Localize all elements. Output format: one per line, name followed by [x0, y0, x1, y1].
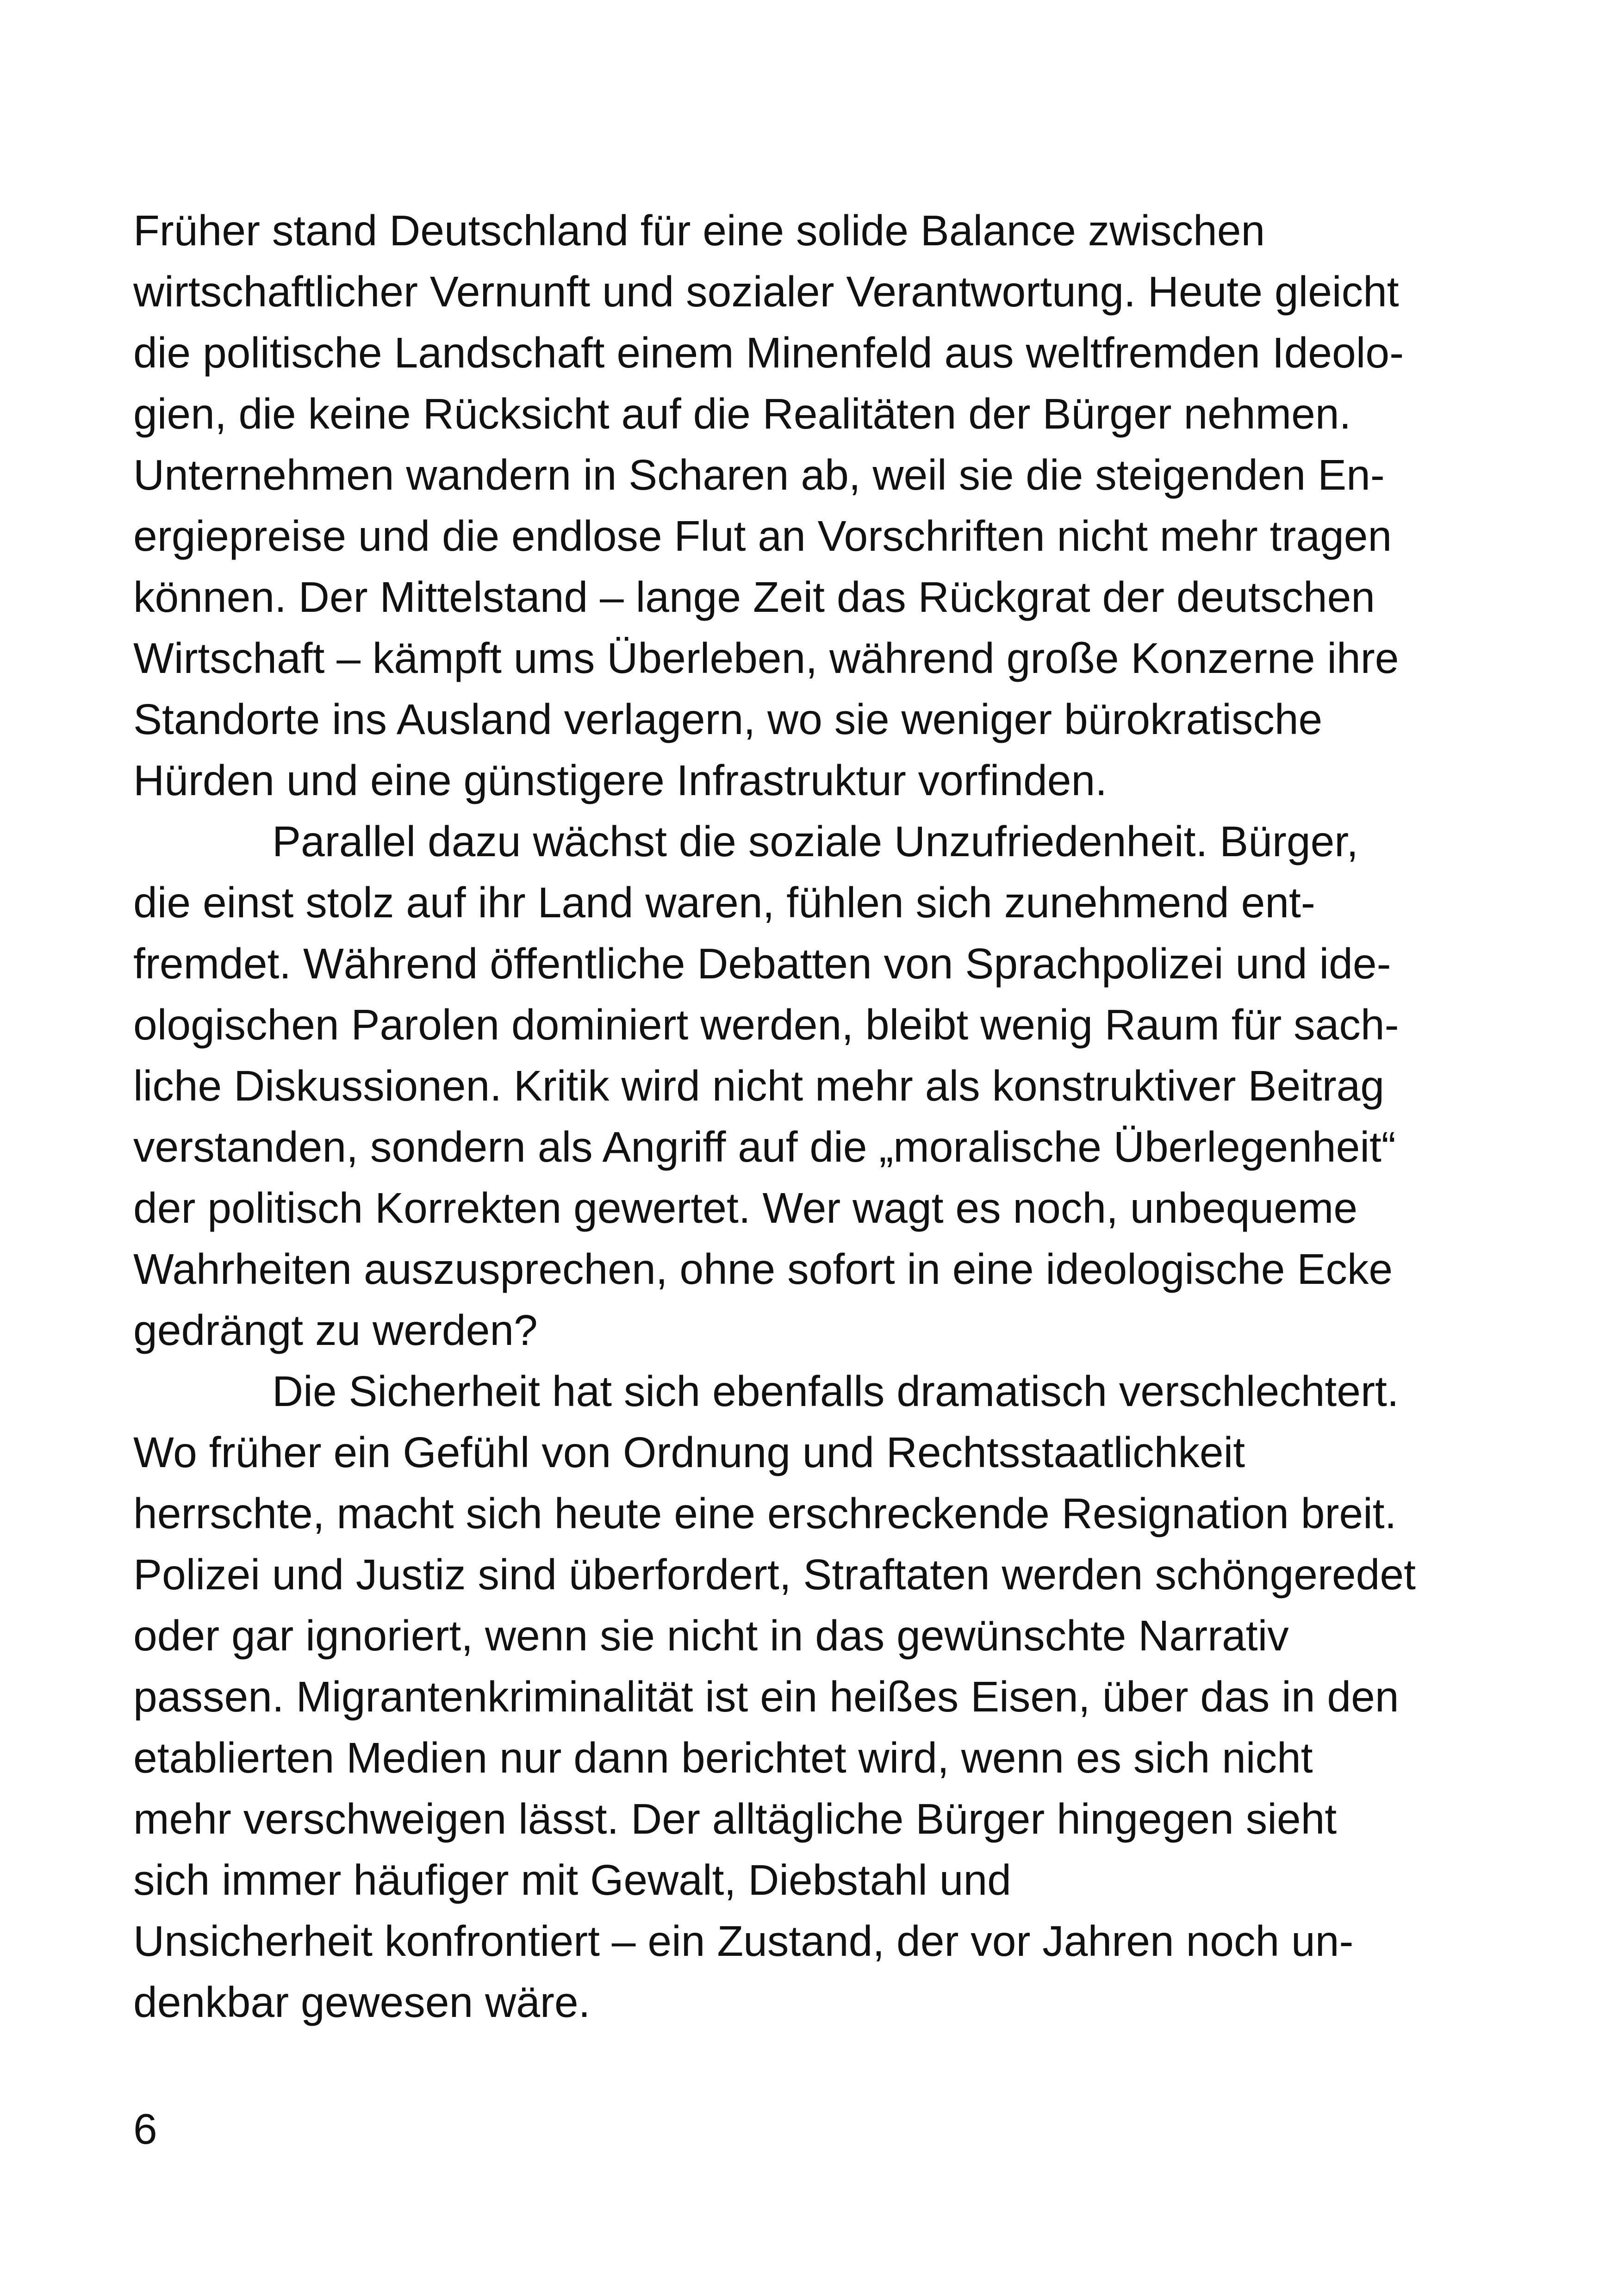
text-line: können. Der Mittelstand – lange Zeit das Rückgrat der deutschen	[133, 573, 1375, 621]
paragraph	[133, 811, 1420, 1361]
body-text	[133, 200, 1420, 2033]
text-line: Polizei und Justiz sind überfordert, Straftaten werden schöngeredet	[133, 1550, 1416, 1599]
text-line: Hürden und eine günstigere Infrastruktur vorfinden.	[133, 756, 1108, 804]
text-line: ologischen Parolen dominiert werden, bleibt wenig Raum für sach-	[133, 1001, 1399, 1049]
text-line: liche Diskussionen. Kritik wird nicht mehr als konstruktiver Beitrag	[133, 1062, 1385, 1110]
text-line: die einst stolz auf ihr Land waren, fühlen sich zunehmend ent-	[133, 878, 1315, 927]
text-line: denkbar gewesen wäre.	[133, 1978, 591, 2026]
text-line: ergiepreise und die endlose Flut an Vorschriften nicht mehr tragen	[133, 512, 1392, 560]
text-line: Parallel dazu wächst die soziale Unzufriedenheit. Bürger,	[272, 817, 1358, 865]
text-line: passen. Migrantenkriminalität ist ein heißes Eisen, über das in den	[133, 1673, 1399, 1721]
text-line: herrschte, macht sich heute eine erschreckende Resignation breit.	[133, 1489, 1397, 1537]
text-line: wirtschaftlicher Vernunft und sozialer Verantwortung. Heute gleicht	[133, 268, 1399, 316]
paragraph	[133, 200, 1420, 811]
text-line: Standorte ins Ausland verlagern, wo sie weniger bürokratische	[133, 695, 1323, 743]
text-line: verstanden, sondern als Angriff auf die „moralische Überlegenheit“	[133, 1123, 1396, 1171]
text-line: Unternehmen wandern in Scharen ab, weil sie die steigenden En-	[133, 451, 1385, 499]
text-line: Früher stand Deutschland für eine solide Balance zwischen	[133, 206, 1265, 255]
text-line: fremdet. Während öffentliche Debatten von Sprachpolizei und ide-	[133, 940, 1391, 988]
page-number: 6	[133, 2105, 157, 2153]
text-line: Wo früher ein Gefühl von Ordnung und Rechtsstaatlichkeit	[133, 1428, 1245, 1476]
text-line: gedrängt zu werden?	[133, 1306, 538, 1354]
text-line: mehr verschweigen lässt. Der alltägliche Bürger hingegen sieht	[133, 1795, 1337, 1843]
text-line: Wahrheiten auszusprechen, ohne sofort in eine ideologische Ecke	[133, 1245, 1393, 1293]
text-line: Die Sicherheit hat sich ebenfalls dramatisch verschlechtert.	[272, 1367, 1399, 1415]
text-line: Wirtschaft – kämpft ums Überleben, während große Konzerne ihre	[133, 634, 1399, 682]
text-line: etablierten Medien nur dann berichtet wird, wenn es sich nicht	[133, 1734, 1313, 1782]
text-line: die politische Landschaft einem Minenfeld aus weltfremden Ideolo-	[133, 329, 1404, 377]
text-line: oder gar ignoriert, wenn sie nicht in das gewünschte Narrativ	[133, 1612, 1289, 1660]
text-line: gien, die keine Rücksicht auf die Realitäten der Bürger nehmen.	[133, 390, 1351, 438]
text-line: sich immer häufiger mit Gewalt, Diebstahl und	[133, 1856, 1011, 1904]
text-line: Unsicherheit konfrontiert – ein Zustand, der vor Jahren noch un-	[133, 1917, 1354, 1965]
paragraph	[133, 1361, 1420, 2033]
text-line: der politisch Korrekten gewertet. Wer wagt es noch, unbequeme	[133, 1184, 1358, 1232]
